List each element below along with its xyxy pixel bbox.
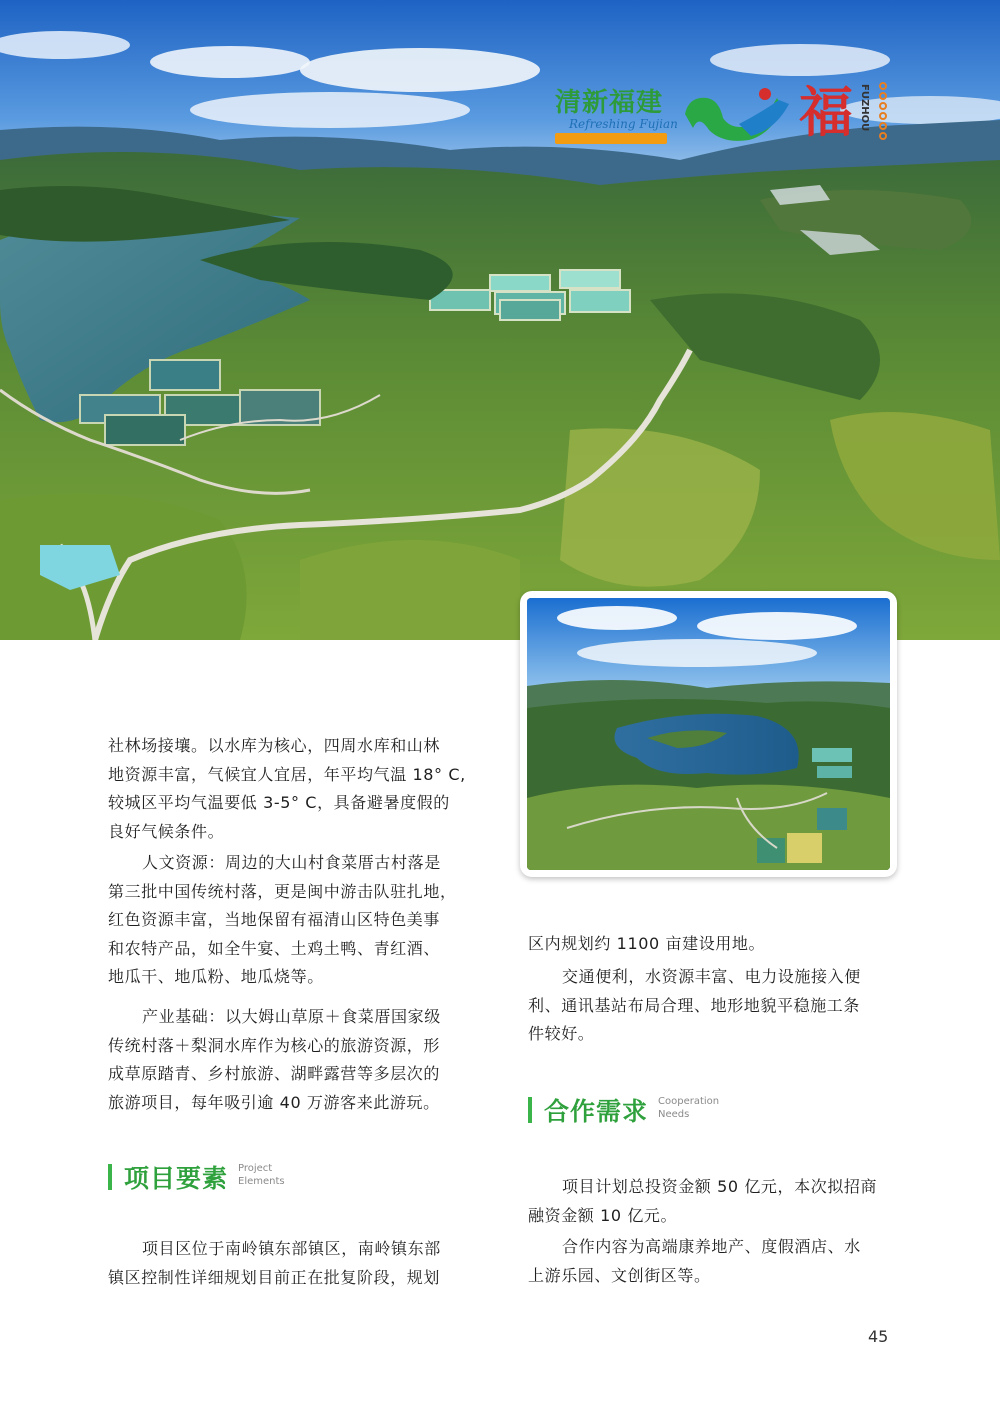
text-line: 融资金额 10 亿元。 <box>528 1205 678 1225</box>
text-line: 成草原踏青、乡村旅游、湖畔露营等多层次的 <box>108 1064 441 1083</box>
text-line: 利、通讯基站布局合理、地形地貌平稳施工条 <box>528 995 861 1015</box>
text-line: 产业基础：以大姆山草原＋食菜厝国家级 <box>142 1007 441 1026</box>
text-line: 项目区位于南岭镇东部镇区，南岭镇东部 <box>142 1239 441 1258</box>
left-paragraph-4 <box>108 1235 480 1292</box>
qingxin-fujian-logo <box>555 82 678 146</box>
heading-subtitle <box>238 1162 285 1188</box>
heading-accent-bar <box>528 1097 532 1123</box>
text-line: 地资源丰富，气候宜人宜居，年平均气温 18° C, <box>108 764 466 784</box>
qingxin-tag-strip <box>555 133 667 144</box>
text-line: 合作内容为高端康养地产、度假酒店、水 <box>562 1237 861 1256</box>
text-line: 件较好。 <box>528 1024 595 1043</box>
section-heading-project-elements <box>108 1160 285 1194</box>
text-line: 地瓜干、地瓜粉、地瓜烧等。 <box>108 967 324 986</box>
fuzhou-logo <box>799 80 895 154</box>
heading-subtitle-line: Project <box>238 1163 273 1174</box>
fuzhou-rings-icon <box>879 82 889 140</box>
inset-lake-photo <box>520 591 897 877</box>
qingxin-fujian-sub: Refreshing Fujian <box>569 117 678 131</box>
fu-character: 福 <box>799 80 853 144</box>
text-line: 人文资源：周边的大山村食菜厝古村落是 <box>142 853 441 872</box>
qingxin-fujian-text: 清新福建 <box>555 88 664 118</box>
heading-title: 项目要素 <box>124 1164 229 1193</box>
left-paragraph-1 <box>108 732 480 846</box>
logo-group <box>555 78 895 158</box>
text-line: 传统村落＋梨洞水库作为核心的旅游资源，形 <box>108 1035 441 1055</box>
text-line: 较城区平均气温要低 3-5° C，具备避暑度假的 <box>108 793 450 812</box>
left-paragraph-2 <box>108 849 480 992</box>
text-line: 项目计划总投资金额 50 亿元，本次拟招商 <box>562 1177 878 1196</box>
section-heading-cooperation-needs <box>528 1093 719 1127</box>
heading-accent-bar <box>108 1164 112 1190</box>
text-line: 第三批中国传统村落，更是闽中游击队驻扎地， <box>108 881 457 901</box>
text-line: 上游乐园、文创街区等。 <box>528 1265 711 1285</box>
text-line: 旅游项目，每年吸引逾 40 万游客来此游玩。 <box>108 1092 440 1112</box>
hero-aerial-photo <box>0 0 1000 640</box>
page-number: 45 <box>868 1327 889 1346</box>
heading-title: 合作需求 <box>544 1097 649 1126</box>
right-paragraph-1 <box>528 930 898 959</box>
heading-subtitle-line: Elements <box>238 1176 285 1187</box>
left-paragraph-3 <box>108 1003 480 1117</box>
fuzhou-text: FUZHOU <box>859 84 870 132</box>
text-line: 红色资源丰富，当地保留有福清山区特色美事 <box>108 910 441 929</box>
mountain-sea-icon <box>679 84 794 148</box>
text-line: 区内规划约 1100 亩建设用地。 <box>528 934 766 953</box>
right-paragraph-3 <box>528 1173 898 1230</box>
right-paragraph-2 <box>528 963 898 1049</box>
heading-subtitle-line: Needs <box>658 1109 690 1120</box>
text-line: 良好气候条件。 <box>108 821 225 841</box>
text-line: 社林场接壤。以水库为核心，四周水库和山林 <box>108 736 441 755</box>
right-paragraph-4 <box>528 1233 898 1290</box>
heading-subtitle <box>658 1095 719 1121</box>
heading-subtitle-line: Cooperation <box>658 1096 720 1107</box>
text-line: 交通便利，水资源丰富、电力设施接入便 <box>562 967 861 986</box>
text-line: 镇区控制性详细规划目前正在批复阶段，规划 <box>108 1267 441 1287</box>
text-line: 和农特产品，如全牛宴、土鸡土鸭、青红酒、 <box>108 938 441 958</box>
